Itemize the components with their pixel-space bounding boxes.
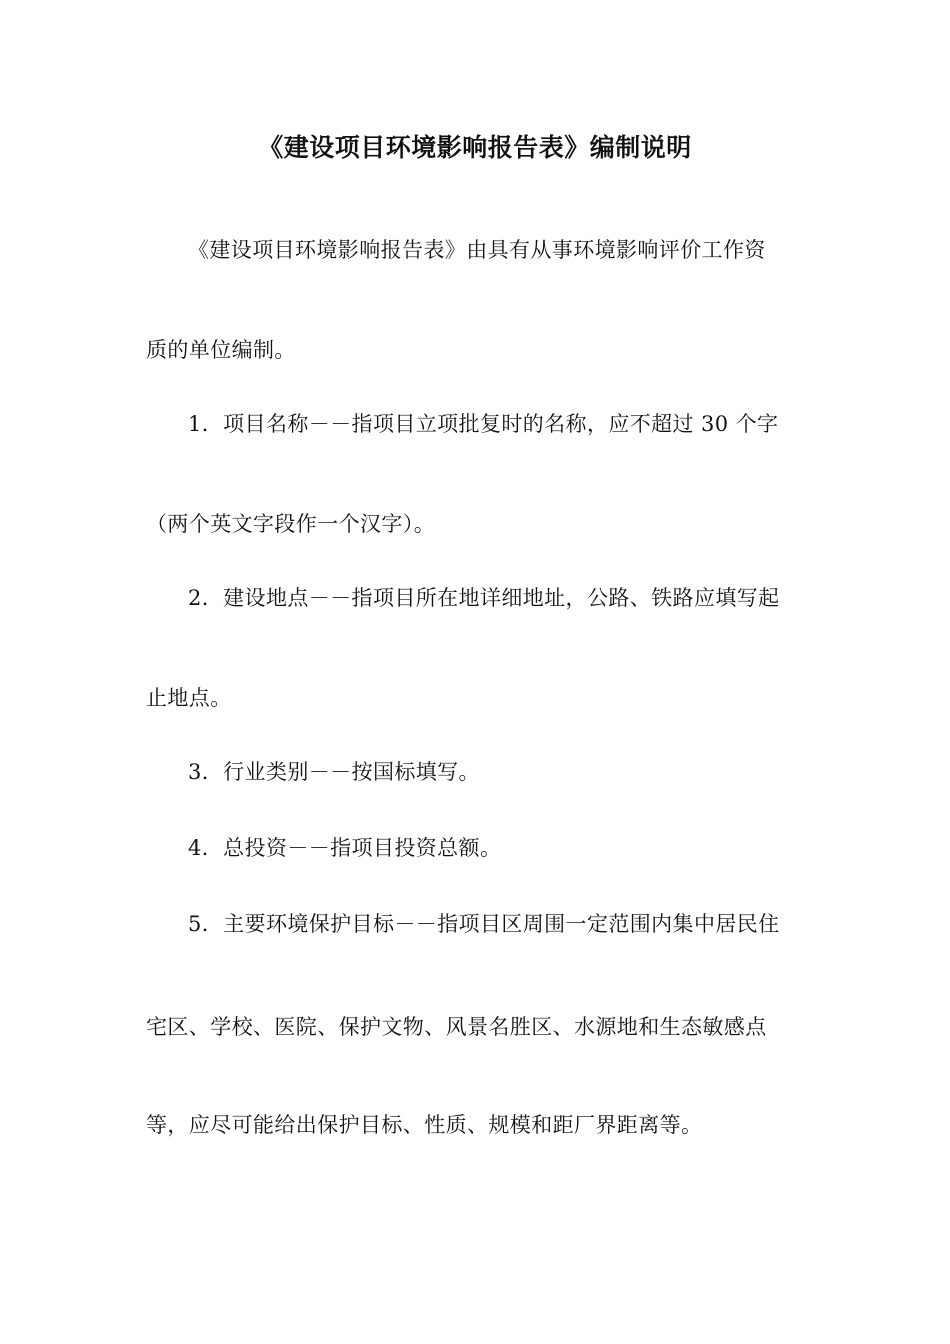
item-5-line-2: 宅区、学校、医院、保护文物、风景名胜区、水源地和生态敏感点 xyxy=(146,1015,767,1039)
item-1-line-1: 1．项目名称－－指项目立项批复时的名称，应不超过 30 个字 xyxy=(188,412,779,436)
intro-line-1: 《建设项目环境影响报告表》由具有从事环境影响评价工作资 xyxy=(188,238,766,262)
item-1-line-2: （两个英文字段作一个汉字）。 xyxy=(146,512,436,536)
item-2-line-1: 2．建设地点－－指项目所在地详细地址，公路、铁路应填写起 xyxy=(188,586,780,610)
intro-line-2: 质的单位编制。 xyxy=(146,338,296,362)
item-3-line: 3．行业类别－－按国标填写。 xyxy=(188,760,480,784)
item-5-line-3: 等，应尽可能给出保护目标、性质、规模和距厂界距离等。 xyxy=(146,1113,703,1137)
document-title: 《建设项目环境影响报告表》编制说明 xyxy=(258,133,692,162)
item-2-line-2: 止地点。 xyxy=(146,686,232,710)
item-4-line: 4．总投资－－指项目投资总额。 xyxy=(188,836,502,860)
item-5-line-1: 5．主要环境保护目标－－指项目区周围一定范围内集中居民住 xyxy=(188,912,780,936)
